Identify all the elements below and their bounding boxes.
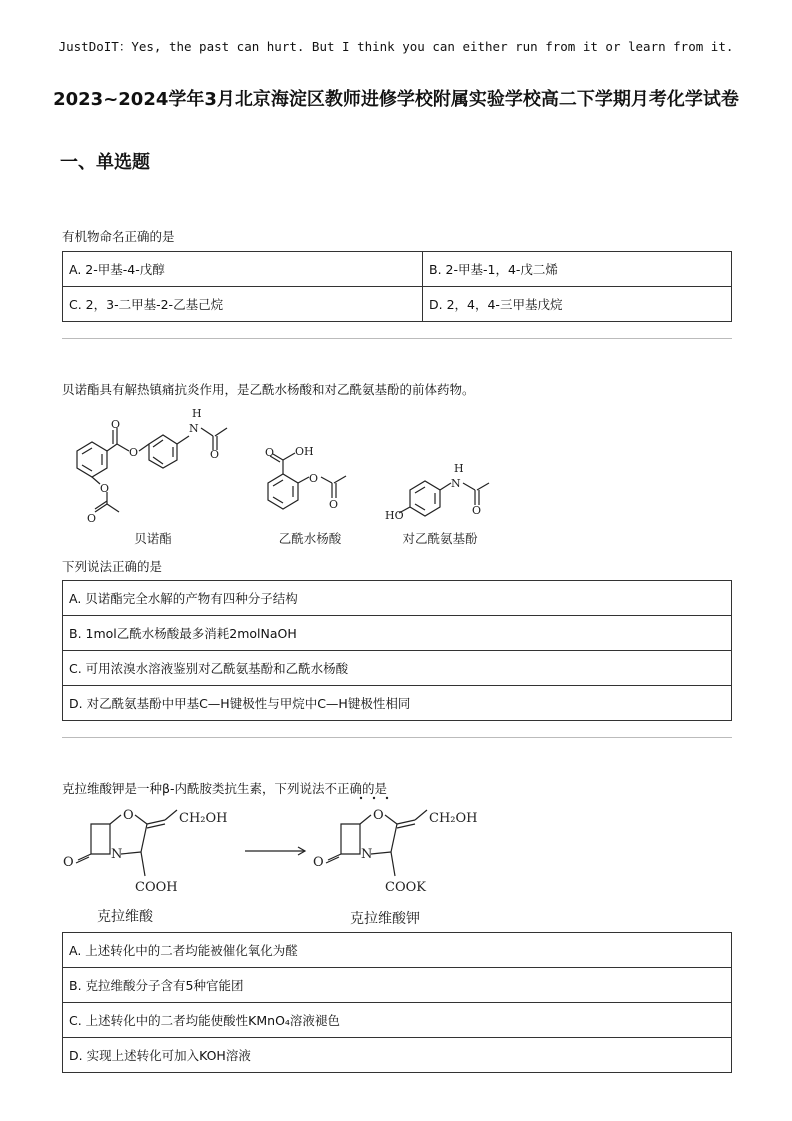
q2-stem: 贝诺酯具有解热镇痛抗炎作用，是乙酰水杨酸和对乙酰氨基酚的前体药物。: [62, 382, 475, 397]
structure-label-potassium-clavulanate: 克拉维酸钾: [350, 911, 420, 927]
q3-option-a[interactable]: A. 上述转化中的二者均能被催化氧化为醛: [63, 933, 732, 968]
q3-reaction-figure: [55, 800, 515, 930]
q1-options-table: [62, 251, 732, 322]
group-ch2oh: CH₂OH: [179, 811, 228, 826]
motto-header: JustDoIT：Yes, the past can hurt. But I think you can either run from it or learn from it.: [58, 39, 734, 54]
atom-label: O: [373, 808, 384, 823]
structure-label-paracetamol: 对乙酰氨基酚: [402, 531, 478, 546]
atom-label: OH: [295, 445, 314, 458]
q2-sub-stem: 下列说法正确的是: [62, 559, 163, 574]
atom-label: N: [111, 847, 123, 862]
q1-option-b[interactable]: B. 2-甲基-1，4-戊二烯: [423, 252, 732, 287]
atom-label: H: [454, 462, 464, 475]
atom-label: N: [361, 847, 373, 862]
atom-label: O: [63, 855, 74, 870]
atom-label: O: [472, 504, 482, 517]
q3-stem: 克拉维酸钾是一种β-内酰胺类抗生素，下列说法不正确的是: [62, 781, 387, 796]
q1-option-a[interactable]: A. 2-甲基-4-戊醇: [63, 252, 423, 287]
atom-label: O: [123, 808, 134, 823]
q2-options-table: [62, 580, 732, 721]
structure-label-benorilate: 贝诺酯: [134, 531, 172, 546]
atom-label: HO: [385, 509, 404, 522]
atom-label: O: [265, 446, 275, 459]
atom-label: O: [87, 512, 97, 525]
atom-label: N: [189, 422, 199, 435]
q1-option-c[interactable]: C. 2，3-二甲基-2-乙基己烷: [63, 287, 423, 322]
q2-option-c[interactable]: C. 可用浓溴水溶液鉴别对乙酰氨基酚和乙酰水杨酸: [63, 651, 732, 686]
atom-label: O: [111, 418, 121, 431]
atom-label: O: [313, 855, 324, 870]
atom-label: N: [451, 477, 461, 490]
q3-options-table: [62, 932, 732, 1073]
atom-label: O: [309, 472, 319, 485]
group-ch2oh: CH₂OH: [429, 811, 478, 826]
q1-option-d[interactable]: D. 2，4，4-三甲基戊烷: [423, 287, 732, 322]
atom-label: H: [192, 407, 202, 420]
page-title: 2023~2024学年3月北京海淀区教师进修学校附属实验学校高二下学期月考化学试卷: [53, 89, 739, 110]
q3-option-b[interactable]: B. 克拉维酸分子含有5种官能团: [63, 968, 732, 1003]
q3-option-d[interactable]: D. 实现上述转化可加入KOH溶液: [63, 1038, 732, 1073]
divider: [62, 338, 732, 339]
divider: [62, 737, 732, 738]
q3-option-c[interactable]: C. 上述转化中的二者均能使酸性KMnO₄溶液褪色: [63, 1003, 732, 1038]
q2-option-a[interactable]: A. 贝诺酯完全水解的产物有四种分子结构: [63, 581, 732, 616]
q2-option-b[interactable]: B. 1mol乙酰水杨酸最多消耗2molNaOH: [63, 616, 732, 651]
beta-lactam-ring: [341, 824, 360, 854]
group-cooh: COOH: [135, 880, 178, 895]
q2-structures-figure: [55, 400, 495, 550]
atom-label: O: [100, 482, 110, 495]
structure-label-clavulanic-acid: 克拉维酸: [97, 909, 153, 925]
structure-label-aspirin: 乙酰水杨酸: [278, 531, 342, 546]
group-cook: COOK: [385, 880, 426, 895]
atom-label: O: [129, 446, 139, 459]
q1-stem: 有机物命名正确的是: [62, 229, 175, 244]
q2-option-d[interactable]: D. 对乙酰氨基酚中甲基C—H键极性与甲烷中C—H键极性相同: [63, 686, 732, 721]
beta-lactam-ring: [91, 824, 110, 854]
section-title: 一、单选题: [60, 152, 150, 173]
atom-label: O: [329, 498, 339, 511]
atom-label: O: [210, 448, 220, 461]
